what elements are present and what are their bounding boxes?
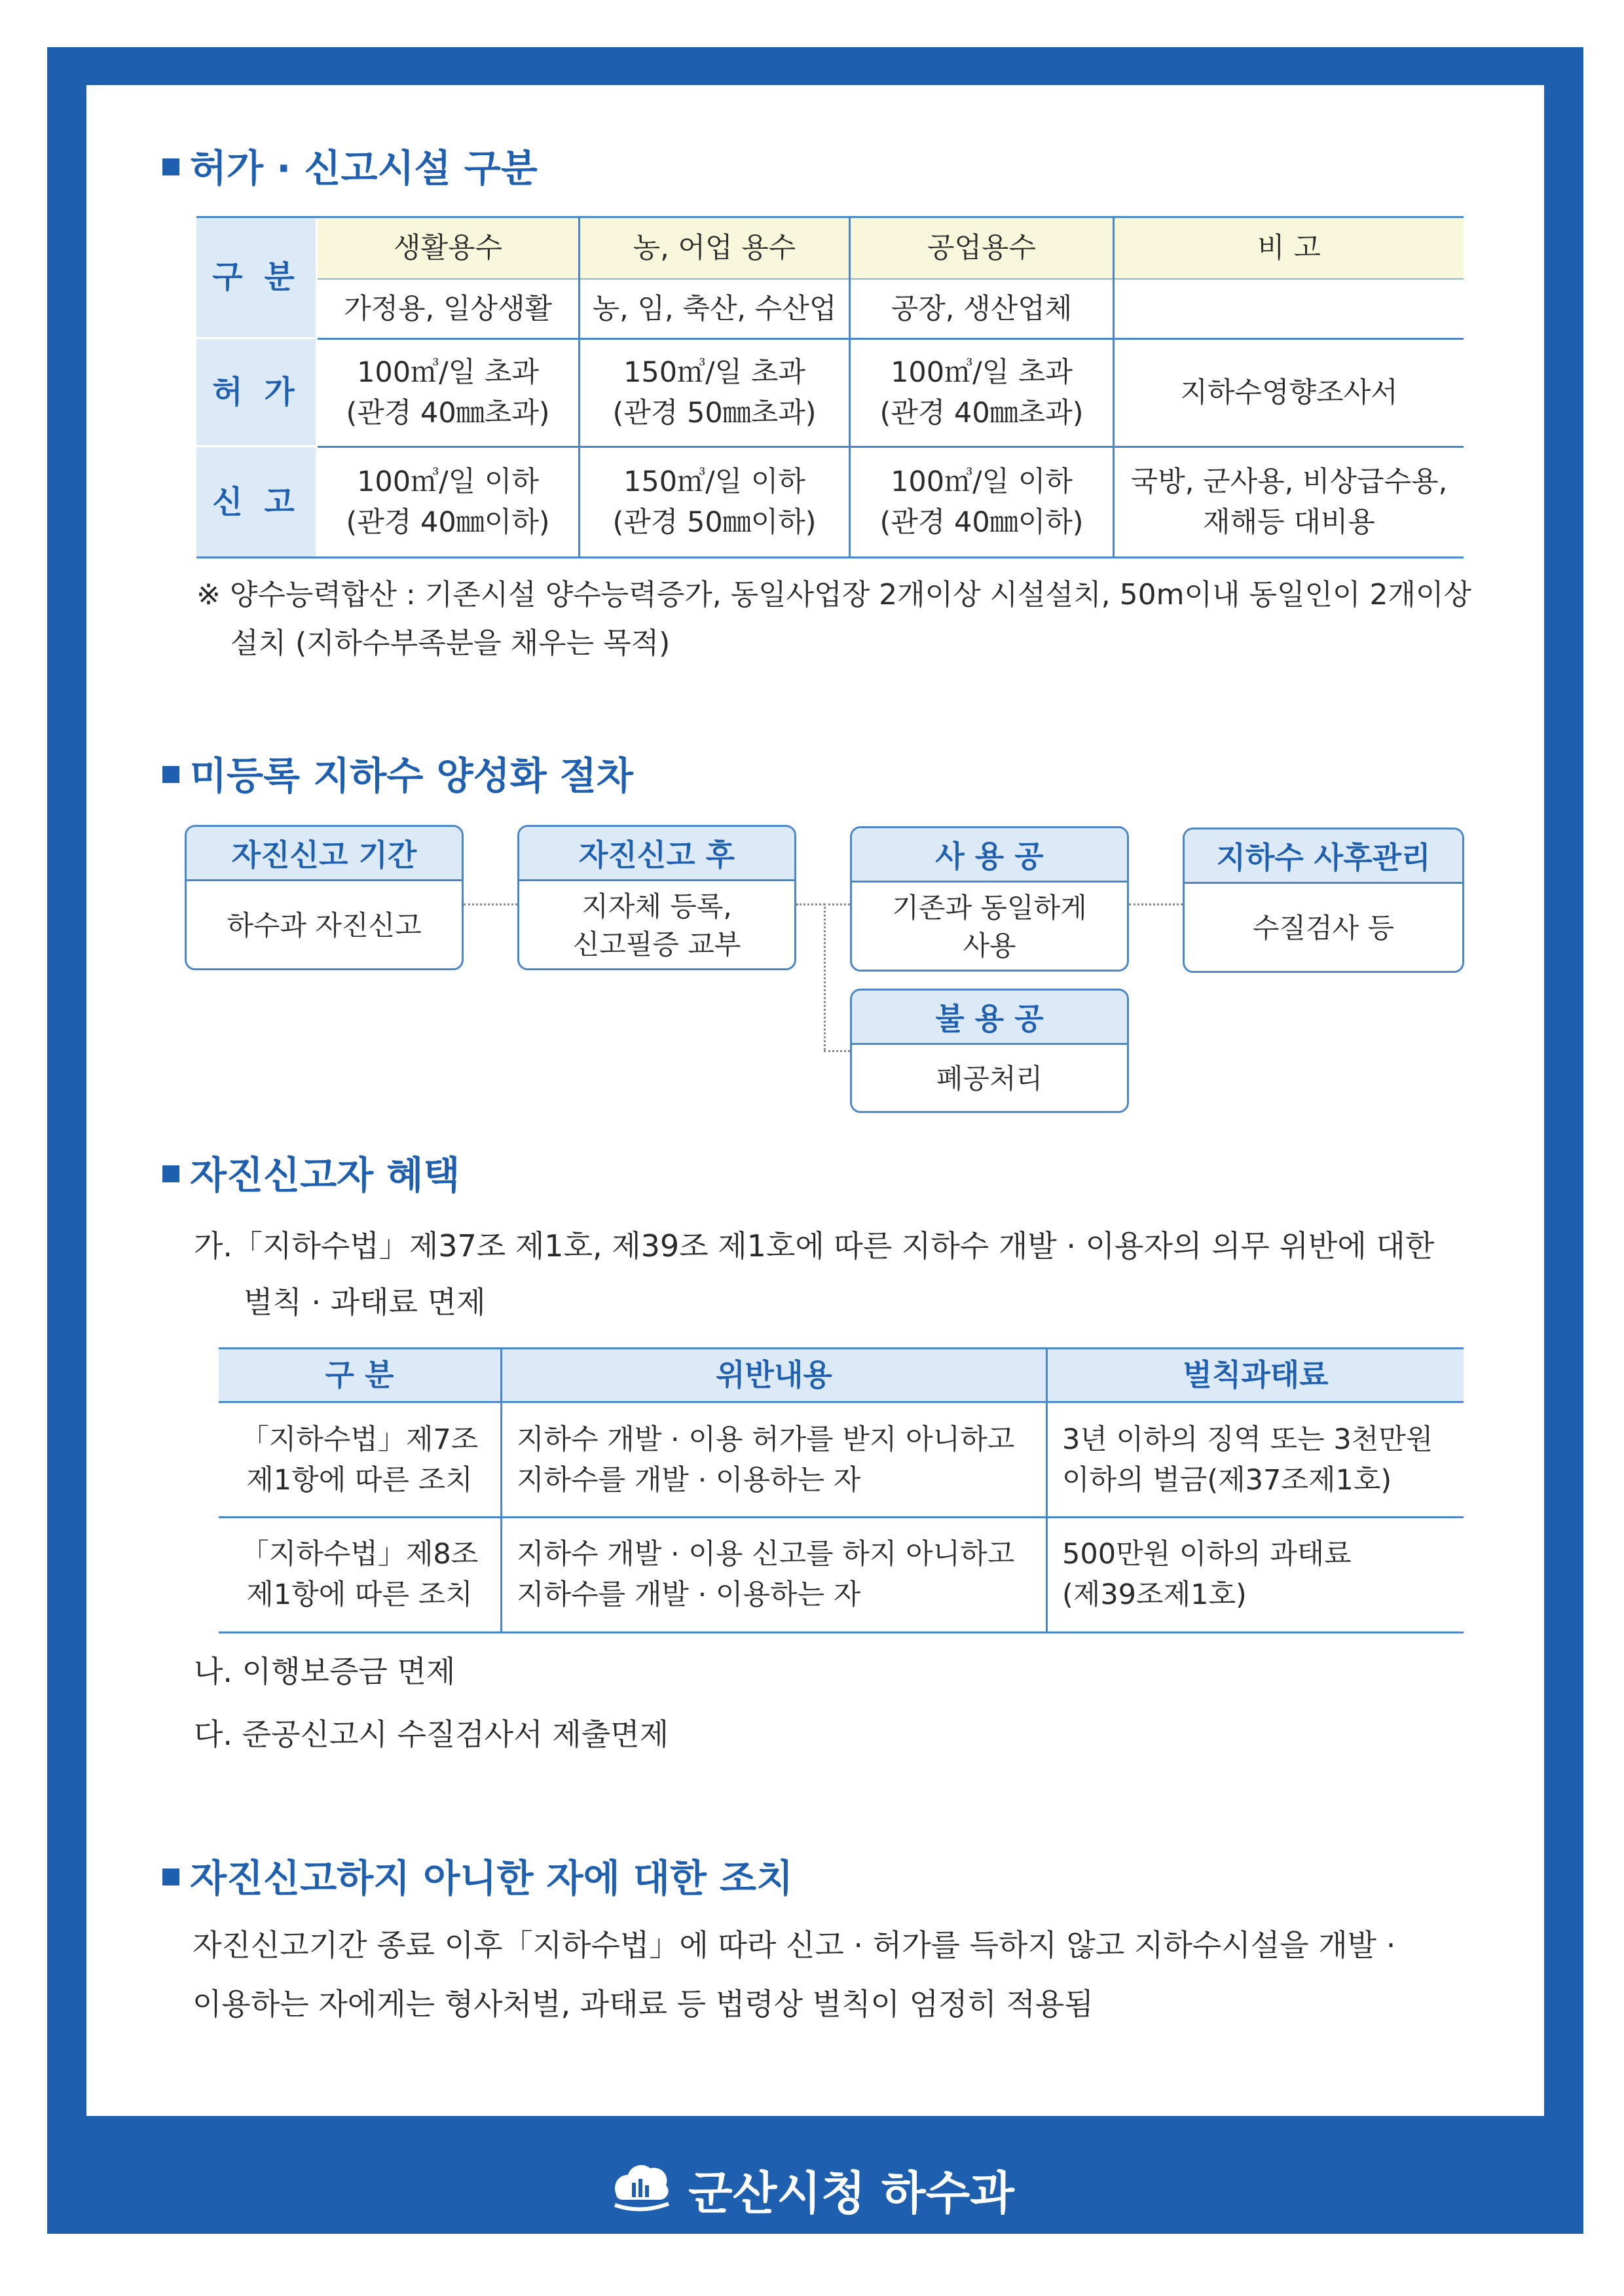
- section-title-text: 자진신고하지 아니한 자에 대한 조치: [190, 1856, 794, 1901]
- column-subheader-text: 농, 임, 축산, 수산업: [592, 293, 837, 325]
- table-row-violation: [502, 1519, 1046, 1630]
- step-body-line: 기존과 동일하게: [892, 892, 1087, 924]
- step-body-line: 지자체 등록,: [581, 890, 732, 922]
- step-body: [852, 1045, 1127, 1113]
- row-label-permit: [196, 339, 316, 445]
- cell-line: 지하수 개발 · 이용 신고를 하지 아니하고: [517, 1538, 1015, 1571]
- table-row-category: [219, 1404, 500, 1516]
- step-body-line: 수질검사 등: [1252, 912, 1395, 944]
- cell-line: 지하수를 개발 · 이용하는 자: [517, 1464, 861, 1497]
- step-body-line: 하수과 자진신고: [227, 909, 422, 941]
- table-rule: [318, 338, 1464, 340]
- column-subheader: [851, 280, 1113, 338]
- section-title-text: 허가 · 신고시설 구분: [190, 146, 538, 191]
- step-body-line: 폐공처리: [936, 1063, 1043, 1095]
- step-body-line: 사용: [963, 930, 1016, 962]
- header-text: 벌칙과태료: [1183, 1357, 1329, 1393]
- column-subheader: [580, 280, 849, 338]
- table-rule: [219, 1631, 1464, 1633]
- table-rule: [1046, 1347, 1048, 1631]
- section-title-permit-report: [162, 145, 538, 191]
- header-text: 위반내용: [716, 1357, 832, 1393]
- penalty-table-header: [502, 1349, 1046, 1401]
- cell-line: 3년 이하의 징역 또는 3천만원: [1062, 1423, 1433, 1456]
- cell-line: 「지하수법」제8조: [240, 1538, 479, 1571]
- column-header-text: 생활용수: [393, 232, 503, 264]
- section-title-text: 자진신고자 혜택: [190, 1153, 460, 1197]
- step-box-unused-well: [850, 989, 1129, 1113]
- table-rule: [219, 1347, 1464, 1349]
- cell-line: 100㎥/일 이하: [891, 465, 1073, 498]
- measure-text: 자진신고기간 종료 이후「지하수법」에 따라 신고 · 허가를 득하지 않고 지하수시설을 개발 ·: [193, 1927, 1396, 1963]
- footer-organization: [0, 2160, 1624, 2232]
- cell-line: 「지하수법」제7조: [240, 1423, 479, 1456]
- cell-line: (관경 50㎜이하): [612, 506, 817, 539]
- step-title: 자진신고 후: [519, 827, 794, 881]
- row-label-report: [196, 447, 316, 557]
- flow-connector: [464, 903, 517, 905]
- penalty-table-header: [219, 1349, 500, 1401]
- report-remark-cell: [1115, 448, 1464, 556]
- table-row-violation: [502, 1404, 1046, 1516]
- step-title: 불 용 공: [852, 991, 1127, 1045]
- step-title: 자진신고 기간: [187, 827, 462, 881]
- cell-line: (관경 40㎜이하): [346, 506, 550, 539]
- cell-line: 100㎥/일 초과: [357, 356, 539, 389]
- step-box-in-use-well: [850, 826, 1129, 972]
- measure-text-line1: [193, 1921, 1395, 1969]
- column-header-text: 비 고: [1257, 232, 1321, 264]
- step-title: 사 용 공: [852, 828, 1127, 883]
- capacity-note-line2: [231, 619, 670, 668]
- cell-line: (관경 40㎜초과): [346, 397, 550, 429]
- column-header: [1115, 218, 1464, 278]
- step-box-after-report: [517, 825, 796, 970]
- column-header: [318, 218, 578, 278]
- row-label-text: 신 고: [212, 484, 300, 520]
- cell-line: 제1항에 따른 조치: [246, 1464, 473, 1497]
- step-body: [187, 881, 462, 970]
- permit-cell: [580, 340, 849, 445]
- table-rule: [849, 216, 851, 556]
- cell-line: 재해등 대비용: [1203, 506, 1375, 539]
- bullet-square-icon: [162, 1165, 179, 1182]
- step-body: [1185, 884, 1462, 973]
- cell-line: 150㎥/일 이하: [623, 465, 805, 498]
- column-subheader-text: 공장, 생산업체: [891, 293, 1073, 325]
- section-title-non-reporters: [162, 1855, 793, 1901]
- cell-line: (관경 50㎜초과): [612, 397, 817, 429]
- flow-connector: [796, 903, 825, 905]
- table-rule: [219, 1401, 1464, 1403]
- table-rule: [318, 446, 1464, 448]
- report-cell: [851, 448, 1113, 556]
- header-text: 구 분: [325, 1357, 394, 1393]
- step-box-self-report-period: [185, 825, 464, 970]
- step-body: [852, 883, 1127, 972]
- cell-line: (관경 40㎜이하): [879, 506, 1084, 539]
- bullet-square-icon: [162, 1868, 179, 1886]
- gunsan-city-logo-icon: [610, 2157, 673, 2229]
- column-subheader: [318, 280, 578, 338]
- cell-line: 국방, 군사용, 비상급수용,: [1130, 465, 1448, 498]
- column-header: [580, 218, 849, 278]
- table-rule: [318, 278, 1464, 280]
- column-header: [851, 218, 1113, 278]
- cell-line: 지하수 개발 · 이용 허가를 받지 아니하고: [517, 1423, 1015, 1456]
- column-header-text: 공업용수: [927, 232, 1037, 264]
- column-header-text: 농, 어업 용수: [633, 232, 796, 264]
- report-cell: [318, 448, 578, 556]
- permit-cell: [851, 340, 1113, 445]
- cell-line: 제1항에 따른 조치: [246, 1578, 473, 1611]
- table-rule: [196, 216, 1464, 218]
- benefit-item-da: [194, 1710, 669, 1758]
- bullet-square-icon: [162, 158, 179, 175]
- cell-line: 지하수영향조사서: [1180, 376, 1398, 409]
- table-rule: [1113, 216, 1115, 556]
- row-label-text: 허 가: [212, 374, 300, 410]
- table-rule: [500, 1347, 502, 1631]
- note-text: ※ 양수능력합산 : 기존시설 양수능력증가, 동일사업장 2개이상 시설설치, 50m이내 동일인이 2개이상: [196, 578, 1472, 611]
- measure-text-line2: [193, 1980, 1094, 2028]
- cell-line: 500만원 이하의 과태료: [1062, 1538, 1352, 1571]
- penalty-table-header: [1048, 1349, 1464, 1401]
- benefit-text: 벌칙 · 과태료 면제: [244, 1285, 486, 1320]
- flow-connector: [824, 903, 826, 1050]
- section-title-benefits: [162, 1152, 460, 1198]
- row-label-text: 구 분: [212, 258, 300, 295]
- table-row-category: [219, 1519, 500, 1630]
- step-body: [519, 881, 794, 970]
- flow-connector: [824, 903, 850, 905]
- report-cell: [580, 448, 849, 556]
- section-title-text: 미등록 지하수 양성화 절차: [190, 754, 633, 798]
- step-body-line: 신고필증 교부: [572, 928, 741, 960]
- cell-line: (제39조제1호): [1062, 1578, 1247, 1611]
- permit-cell: [318, 340, 578, 445]
- cell-line: 이하의 벌금(제37조제1호): [1062, 1464, 1392, 1497]
- section-title-legalization: [162, 753, 633, 799]
- capacity-note-line1: [196, 571, 1471, 619]
- table-rule: [219, 1516, 1464, 1518]
- step-box-aftercare: [1183, 828, 1464, 973]
- table-rule: [578, 216, 580, 556]
- cell-line: (관경 40㎜초과): [879, 397, 1084, 429]
- row-label-category: [196, 216, 316, 337]
- benefit-text: 다. 준공신고시 수질검사서 제출면제: [194, 1717, 669, 1752]
- table-row-penalty: [1048, 1404, 1464, 1516]
- table-rule: [196, 556, 1464, 558]
- cell-line: 150㎥/일 초과: [623, 356, 805, 389]
- benefit-text: 나. 이행보증금 면제: [194, 1654, 456, 1689]
- benefit-item-ga-line2: [244, 1278, 486, 1326]
- organization-name: 군산시청 하수과: [688, 2166, 1014, 2221]
- flow-connector: [824, 1050, 850, 1052]
- table-row-penalty: [1048, 1519, 1464, 1630]
- note-text: 설치 (지하수부족분을 채우는 목적): [231, 627, 671, 660]
- cell-line: 지하수를 개발 · 이용하는 자: [517, 1578, 861, 1611]
- cell-line: 100㎥/일 초과: [891, 356, 1073, 389]
- benefit-item-na: [194, 1647, 455, 1696]
- column-subheader-text: 가정용, 일상생활: [343, 293, 553, 325]
- flow-connector: [1129, 903, 1183, 905]
- permit-remark-cell: [1115, 340, 1464, 445]
- cell-line: 100㎥/일 이하: [357, 465, 539, 498]
- benefit-text: 가.「지하수법」제37조 제1호, 제39조 제1호에 따른 지하수 개발 · 이용자의 의무 위반에 대한: [194, 1228, 1435, 1264]
- bullet-square-icon: [162, 766, 179, 783]
- measure-text: 이용하는 자에게는 형사처벌, 과태료 등 법령상 벌칙이 엄정히 적용됨: [193, 1986, 1094, 2022]
- step-title: 지하수 사후관리: [1185, 829, 1462, 884]
- benefit-item-ga-line1: [194, 1222, 1434, 1270]
